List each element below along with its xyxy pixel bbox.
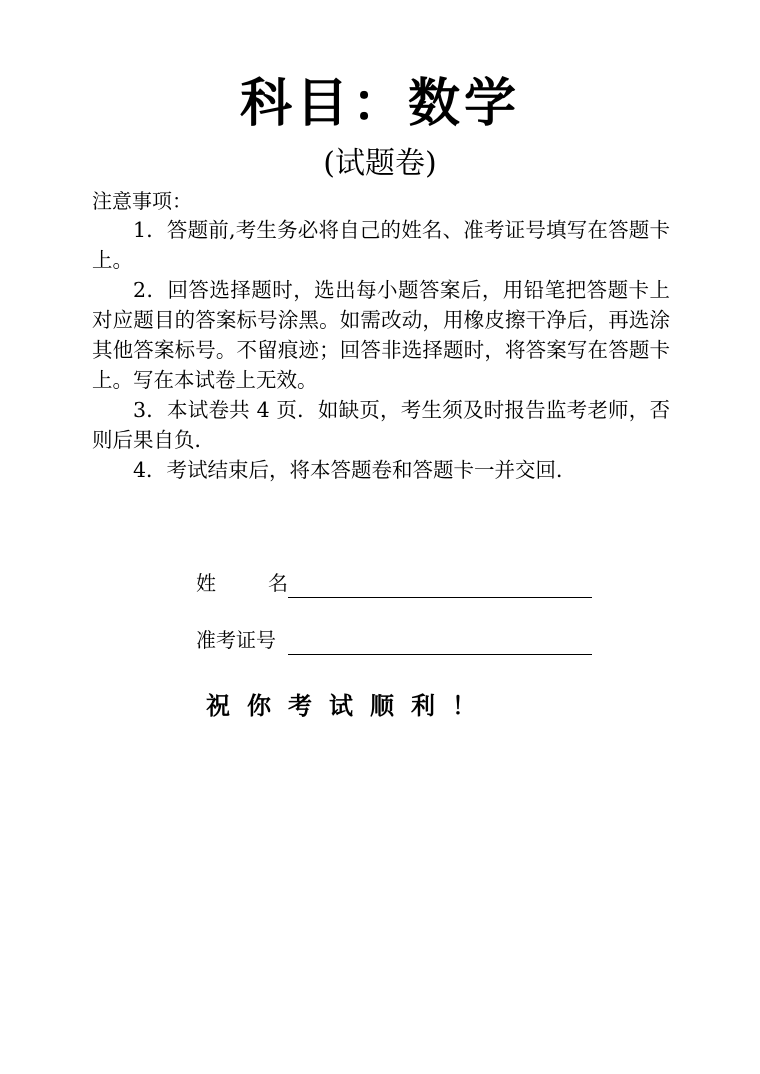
page-title: 科目：数学 xyxy=(239,74,520,134)
exam-id-blank-line[interactable] xyxy=(288,630,592,655)
notice-item-4: 4．考试结束后，将本答题卷和答题卡一并交回． xyxy=(133,458,577,482)
page-subtitle: (试题卷) xyxy=(323,146,437,181)
notice-list xyxy=(92,215,670,485)
name-label xyxy=(196,568,288,598)
good-luck-message: 祝你考试顺利！ xyxy=(206,692,493,720)
notice-item-1: 1．答题前,考生务必将自己的姓名、准考证号填写在答题卡上。 xyxy=(92,218,670,272)
exam-id-label: 准考证号 xyxy=(196,628,276,652)
name-blank-line[interactable] xyxy=(288,573,592,598)
notice-heading: 注意事项： xyxy=(92,189,192,213)
exam-id-field xyxy=(196,625,592,655)
name-label-second-char: 名 xyxy=(268,571,288,595)
notice-item-2: 2．回答选择题时，选出每小题答案后，用铅笔把答题卡上对应题目的答案标号涂黑。如需改动，用橡皮擦干净后，再选涂其他答案标号。不留痕迹；回答非选择题时，将答案写在答题卡上。写在本试卷上无效。 xyxy=(92,278,670,392)
name-field xyxy=(196,568,592,598)
notice-item-3: 3．本试卷共 4 页．如缺页，考生须及时报告监考老师，否则后果自负． xyxy=(92,398,670,452)
name-label-first-char: 姓 xyxy=(196,571,216,595)
